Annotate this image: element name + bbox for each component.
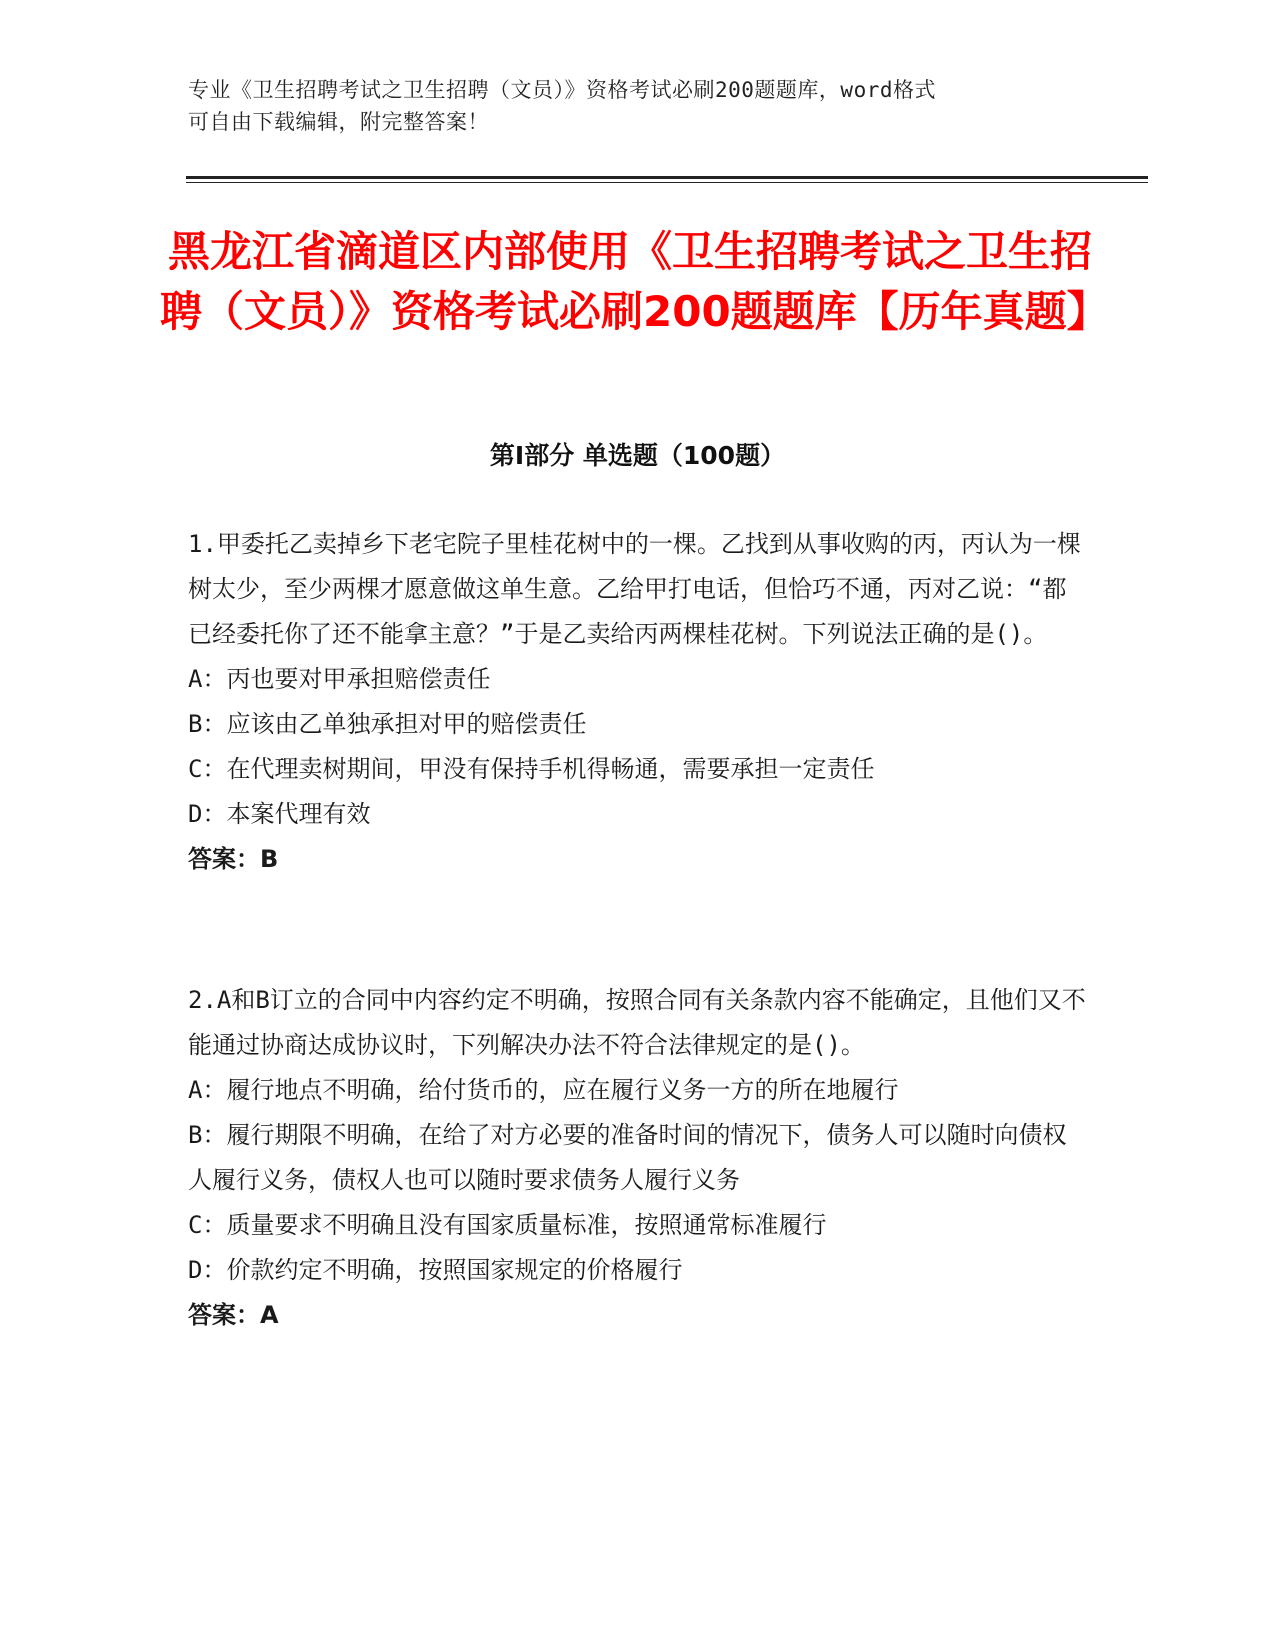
option-b: B：履行期限不明确，在给了对方必要的准备时间的情况下，债务人可以随时向债权人履行义务，债权人也可以随时要求债务人履行义务 [188, 1121, 1067, 1194]
option-a: A：履行地点不明确，给付货币的，应在履行义务一方的所在地履行 [188, 1076, 899, 1104]
answer: 答案：B [188, 845, 279, 873]
header-divider-thick [186, 176, 1148, 179]
question-1 [188, 522, 1088, 882]
option-c: C：质量要求不明确且没有国家质量标准，按照通常标准履行 [188, 1211, 827, 1239]
question-stem: 2.A和B订立的合同中内容约定不明确，按照合同有关条款内容不能确定，且他们又不能通过协商达成协议时，下列解决办法不符合法律规定的是()。 [188, 986, 1086, 1059]
section-heading: 第Ⅰ部分 单选题（100题） [489, 441, 786, 470]
option-c: C：在代理卖树期间，甲没有保持手机得畅通，需要承担一定责任 [188, 755, 875, 783]
question-stem: 1.甲委托乙卖掉乡下老宅院子里桂花树中的一棵。乙找到从事收购的丙，丙认为一棵树太少，至少两棵才愿意做这单生意。乙给甲打电话，但恰巧不通，丙对乙说：“都已经委托你了还不能拿主意？”于是乙卖给丙两棵桂花树。下列说法正确的是()。 [188, 530, 1081, 648]
header-note [188, 74, 1068, 138]
option-a: A：丙也要对甲承担赔偿责任 [188, 665, 491, 693]
document-title: 黑龙江省滴道区内部使用《卫生招聘考试之卫生招聘（文员）》资格考试必刷200题题库【历年真题】 [160, 227, 1109, 336]
header-divider-thin [186, 182, 1148, 183]
option-b: B：应该由乙单独承担对甲的赔偿责任 [188, 710, 587, 738]
answer: 答案：A [188, 1301, 279, 1329]
question-2 [188, 978, 1088, 1338]
option-d: D：价款约定不明确，按照国家规定的价格履行 [188, 1256, 683, 1284]
header-note-line-2: 可自由下载编辑，附完整答案！ [188, 110, 489, 134]
header-note-line-1: 专业《卫生招聘考试之卫生招聘（文员）》资格考试必刷200题题库，word格式 [188, 78, 936, 102]
option-d: D：本案代理有效 [188, 800, 371, 828]
